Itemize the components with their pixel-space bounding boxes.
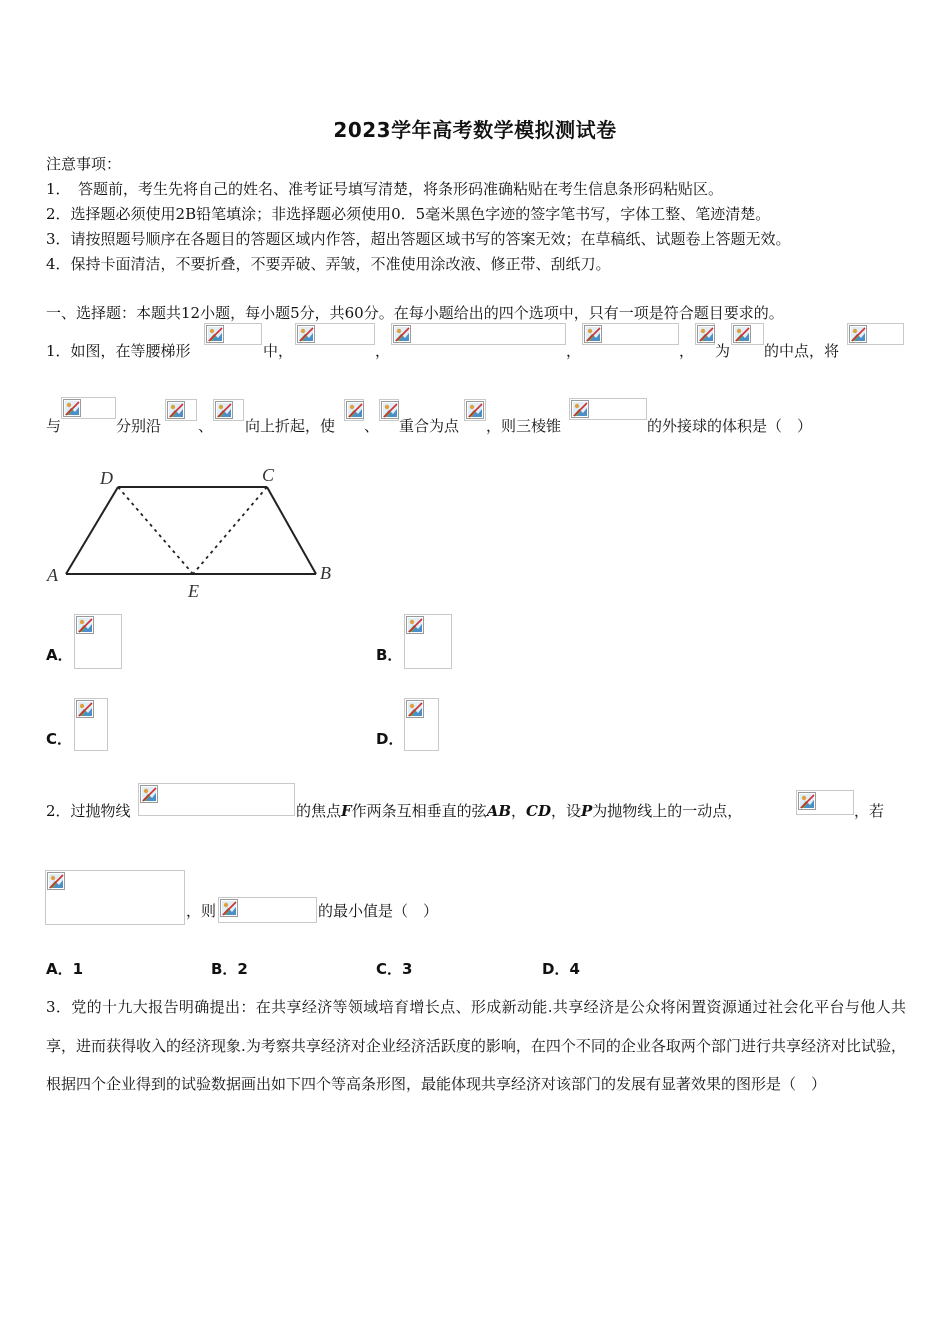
broken-image-icon <box>733 325 751 343</box>
broken-image-icon <box>571 400 589 418</box>
q1-text: 中， <box>263 342 294 360</box>
q1-text: ，则三棱锥 <box>486 417 562 435</box>
broken-image <box>138 783 295 816</box>
edge-cb <box>267 487 316 574</box>
broken-image <box>391 323 566 345</box>
broken-image-icon <box>63 399 81 417</box>
broken-image-icon <box>697 325 715 343</box>
broken-image <box>695 323 715 345</box>
edge-ad <box>66 487 118 574</box>
symbol-p: P <box>581 802 593 820</box>
broken-image <box>61 397 116 419</box>
broken-image-icon <box>167 401 185 419</box>
q1-text: 向上折起，使 <box>245 417 336 435</box>
q2-text: ，若 <box>854 802 885 820</box>
symbol-ab: AB <box>486 802 512 820</box>
notice-item: 4．保持卡面清洁，不要折叠，不要弄破、弄皱，不准使用涂改液、修正带、刮纸刀。 <box>46 255 611 273</box>
q1-text: 分别沿 <box>116 417 162 435</box>
q1-text: ， <box>566 342 582 360</box>
broken-image-icon <box>406 700 424 718</box>
label-e: E <box>188 581 199 601</box>
label-c: C <box>262 465 275 485</box>
broken-image <box>731 323 764 345</box>
symbol-cd: CD <box>526 802 551 820</box>
symbol-f: F <box>341 802 352 820</box>
q1-text: 重合为点 <box>399 417 460 435</box>
option-d: D．4 <box>542 960 580 978</box>
broken-image <box>295 323 375 345</box>
broken-image-icon <box>76 616 94 634</box>
broken-image-icon <box>798 792 816 810</box>
broken-image-icon <box>584 325 602 343</box>
q3-text: 3．党的十九大报告明确提出：在共享经济等领域培育增长点、形成新动能.共享经济是公众将闲置资源通过社会化平台与他人共享，进而获得收入的经济现象.为考察共享经济对企业经济活跃度的影响，在四个不同的企业各取两个部门进行共享经济对比试验，根据四个企业得到的试验数据画出如下四个等高条形图，最能体现共享经济对该部门的发展有显著效果的图形是（ ） <box>46 998 906 1093</box>
broken-image <box>464 399 486 421</box>
q2-text: 2．过抛物线 <box>46 802 131 820</box>
notice-item: 1． 答题前，考生先将自己的姓名、准考证号填写清楚，将条形码准确粘贴在考生信息条形码粘贴区。 <box>46 180 724 198</box>
q1-text: 为 <box>715 342 731 360</box>
q1-text: 1．如图，在等腰梯形 <box>46 342 191 360</box>
q2-text <box>296 800 742 821</box>
q2-text: 的最小值是（ ） <box>318 902 439 920</box>
q1-text: 、 <box>364 417 380 435</box>
broken-image <box>74 698 108 751</box>
broken-image <box>796 790 854 815</box>
broken-image <box>45 870 185 925</box>
broken-image <box>404 698 439 751</box>
q1-text: ， <box>679 342 695 360</box>
broken-image-icon <box>346 401 364 419</box>
option-a: A．1 <box>46 960 84 978</box>
label-a: A <box>47 565 58 585</box>
broken-image-icon <box>47 872 65 890</box>
broken-image <box>74 614 122 669</box>
trapezoid-figure <box>40 460 350 605</box>
broken-image-icon <box>466 401 484 419</box>
broken-image <box>404 614 452 669</box>
broken-image-icon <box>76 700 94 718</box>
q1-text: 的外接球的体积是（ ） <box>647 417 813 435</box>
broken-image <box>379 399 399 421</box>
option-b: B．2 <box>211 960 248 978</box>
broken-image <box>204 323 262 345</box>
option-c: C． <box>46 730 73 748</box>
broken-image-icon <box>297 325 315 343</box>
q2-text-part: ，设 <box>550 802 581 820</box>
q2-text: ，则 <box>186 902 217 920</box>
broken-image <box>344 399 364 421</box>
q1-text: 的中点，将 <box>764 342 840 360</box>
broken-image <box>213 399 244 421</box>
q2-text-part: 为抛物线上的一动点， <box>592 802 743 820</box>
broken-image-icon <box>140 785 158 803</box>
q2-text-part: ， <box>511 802 527 820</box>
broken-image-icon <box>849 325 867 343</box>
page-title: 2023学年高考数学模拟测试卷 <box>333 118 617 142</box>
q2-text-part: 作两条互相垂直的弦 <box>351 802 487 820</box>
broken-image-icon <box>215 401 233 419</box>
broken-image-icon <box>406 616 424 634</box>
notice-heading: 注意事项： <box>46 155 122 173</box>
notice-item: 3．请按照题号顺序在各题目的答题区域内作答，超出答题区域书写的答案无效；在草稿纸、试题卷上答题无效。 <box>46 230 791 248</box>
broken-image <box>218 897 317 923</box>
section-heading: 一、选择题：本题共12小题，每小题5分，共60分。在每小题给出的四个选项中，只有一项是符合题目要求的。 <box>46 304 784 322</box>
q1-text: 与 <box>46 417 62 435</box>
broken-image-icon <box>393 325 411 343</box>
broken-image <box>582 323 679 345</box>
q2-text-part: 的焦点 <box>296 802 342 820</box>
broken-image-icon <box>381 401 399 419</box>
label-b: B <box>320 563 331 583</box>
edge-ce <box>193 487 267 574</box>
broken-image-icon <box>220 899 238 917</box>
option-a: A． <box>46 646 73 664</box>
broken-image-icon <box>206 325 224 343</box>
q1-text: ， <box>375 342 391 360</box>
notice-item: 2．选择题必须使用2B铅笔填涂；非选择题必须使用0．5毫米黑色字迹的签字笔书写，字体工整、笔迹清楚。 <box>46 205 771 223</box>
option-c: C．3 <box>376 960 413 978</box>
edge-de <box>118 487 193 574</box>
q1-text: 、 <box>198 417 214 435</box>
broken-image <box>165 399 197 421</box>
broken-image <box>847 323 904 345</box>
option-b: B． <box>376 646 403 664</box>
option-d: D． <box>376 730 404 748</box>
broken-image <box>569 398 647 420</box>
label-d: D <box>100 468 113 488</box>
